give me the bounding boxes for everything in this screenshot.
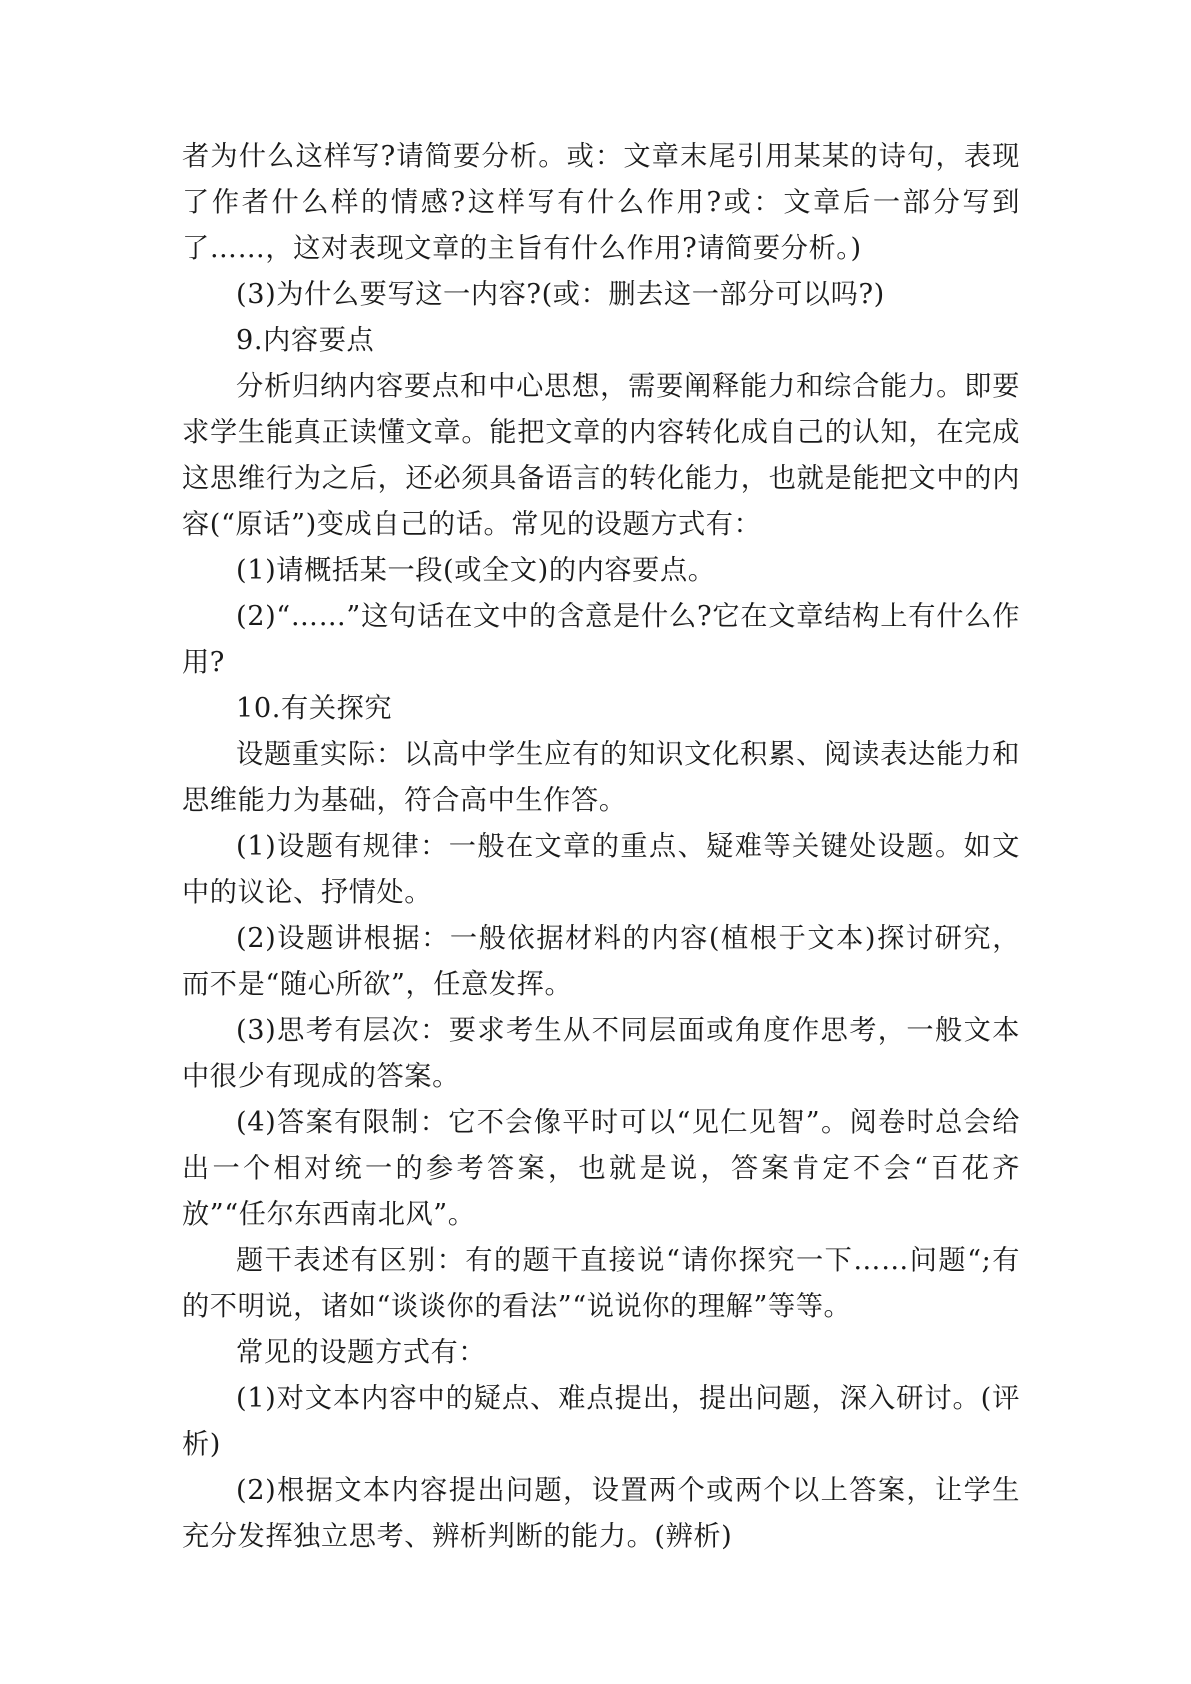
section-heading-10: 10.有关探究 [236, 693, 393, 724]
paragraph-rule-2: (2)设题讲根据：一般依据材料的内容(植根于文本)探讨研究，而不是“随心所欲”，任意发挥。 [182, 923, 1020, 1000]
paragraph-rule-3: (3)思考有层次：要求考生从不同层面或角度作思考，一般文本中很少有现成的答案。 [182, 1015, 1020, 1092]
document-page [182, 134, 1020, 1560]
paragraph-method-1: (1)对文本内容中的疑点、难点提出，提出问题，深入研讨。(评析) [182, 1383, 1020, 1460]
paragraph-continuation: 者为什么这样写?请简要分析。或：文章末尾引用某某的诗句，表现了作者什么样的情感?这样写有什么作用?或：文章后一部分写到了……，这对表现文章的主旨有什么作用?请简要分析。) [182, 141, 1020, 264]
paragraph-rule-4: (4)答案有限制：它不会像平时可以“见仁见智”。阅卷时总会给出一个相对统一的参考答案，也就是说，答案肯定不会“百花齐放”“任尔东西南北风”。 [182, 1107, 1020, 1230]
paragraph-practical-design: 设题重实际：以高中学生应有的知识文化积累、阅读表达能力和思维能力为基础，符合高中生作答。 [182, 739, 1020, 816]
paragraph-method-2: (2)根据文本内容提出问题，设置两个或两个以上答案，让学生充分发挥独立思考、辨析判断的能力。(辨析) [182, 1475, 1020, 1552]
paragraph-item-3: (3)为什么要写这一内容?(或：删去这一部分可以吗?) [236, 279, 885, 310]
paragraph-stem-difference: 题干表述有区别：有的题干直接说“请你探究一下……问题“;有的不明说，诸如“谈谈你的看法”“说说你的理解”等等。 [182, 1245, 1020, 1322]
paragraph-common-methods: 常见的设题方式有： [236, 1337, 487, 1368]
paragraph-item-1: (1)请概括某一段(或全文)的内容要点。 [236, 555, 716, 586]
paragraph-content-points: 分析归纳内容要点和中心思想，需要阐释能力和综合能力。即要求学生能真正读懂文章。能把文章的内容转化成自己的认知，在完成这思维行为之后，还必须具备语言的转化能力，也就是能把文中的内容(“原话”)变成自己的话。常见的设题方式有： [182, 371, 1020, 540]
section-heading-9: 9.内容要点 [236, 325, 375, 356]
paragraph-item-2: (2)“……”这句话在文中的含意是什么?它在文章结构上有什么作用? [182, 601, 1020, 678]
paragraph-rule-1: (1)设题有规律：一般在文章的重点、疑难等关键处设题。如文中的议论、抒情处。 [182, 831, 1020, 908]
